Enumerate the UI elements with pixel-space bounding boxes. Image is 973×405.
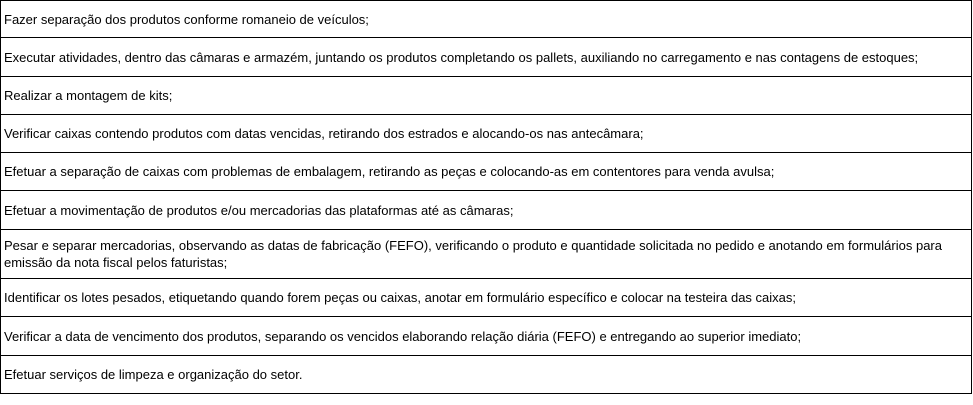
table-row	[1, 356, 972, 394]
table-row	[1, 115, 972, 153]
task-cell: Efetuar a separação de caixas com problemas de embalagem, retirando as peças e colocando-as em contentores para venda avulsa;	[1, 153, 972, 191]
task-cell: Pesar e separar mercadorias, observando as datas de fabricação (FEFO), verificando o produto e quantidade solicitada no pedido e anotando em formulários para emissão da nota fiscal pelos faturistas;	[1, 230, 972, 279]
table-row	[1, 38, 972, 77]
table-row	[1, 317, 972, 356]
task-cell: Executar atividades, dentro das câmaras e armazém, juntando os produtos completando os pallets, auxiliando no carregamento e nas contagens de estoques;	[1, 38, 972, 77]
table-row	[1, 279, 972, 317]
task-cell: Verificar a data de vencimento dos produtos, separando os vencidos elaborando relação diária (FEFO) e entregando ao superior imediato;	[1, 317, 972, 356]
table-row	[1, 1, 972, 38]
task-cell: Efetuar a movimentação de produtos e/ou mercadorias das plataformas até as câmaras;	[1, 191, 972, 230]
task-cell: Fazer separação dos produtos conforme romaneio de veículos;	[1, 1, 972, 38]
task-table-body	[1, 1, 972, 394]
task-cell: Identificar os lotes pesados, etiquetando quando forem peças ou caixas, anotar em formulário específico e colocar na testeira das caixas;	[1, 279, 972, 317]
table-row	[1, 77, 972, 115]
table-row	[1, 230, 972, 279]
task-cell: Verificar caixas contendo produtos com datas vencidas, retirando dos estrados e alocando-os nas antecâmara;	[1, 115, 972, 153]
table-row	[1, 153, 972, 191]
table-row	[1, 191, 972, 230]
task-cell: Realizar a montagem de kits;	[1, 77, 972, 115]
task-cell: Efetuar serviços de limpeza e organização do setor.	[1, 356, 972, 394]
